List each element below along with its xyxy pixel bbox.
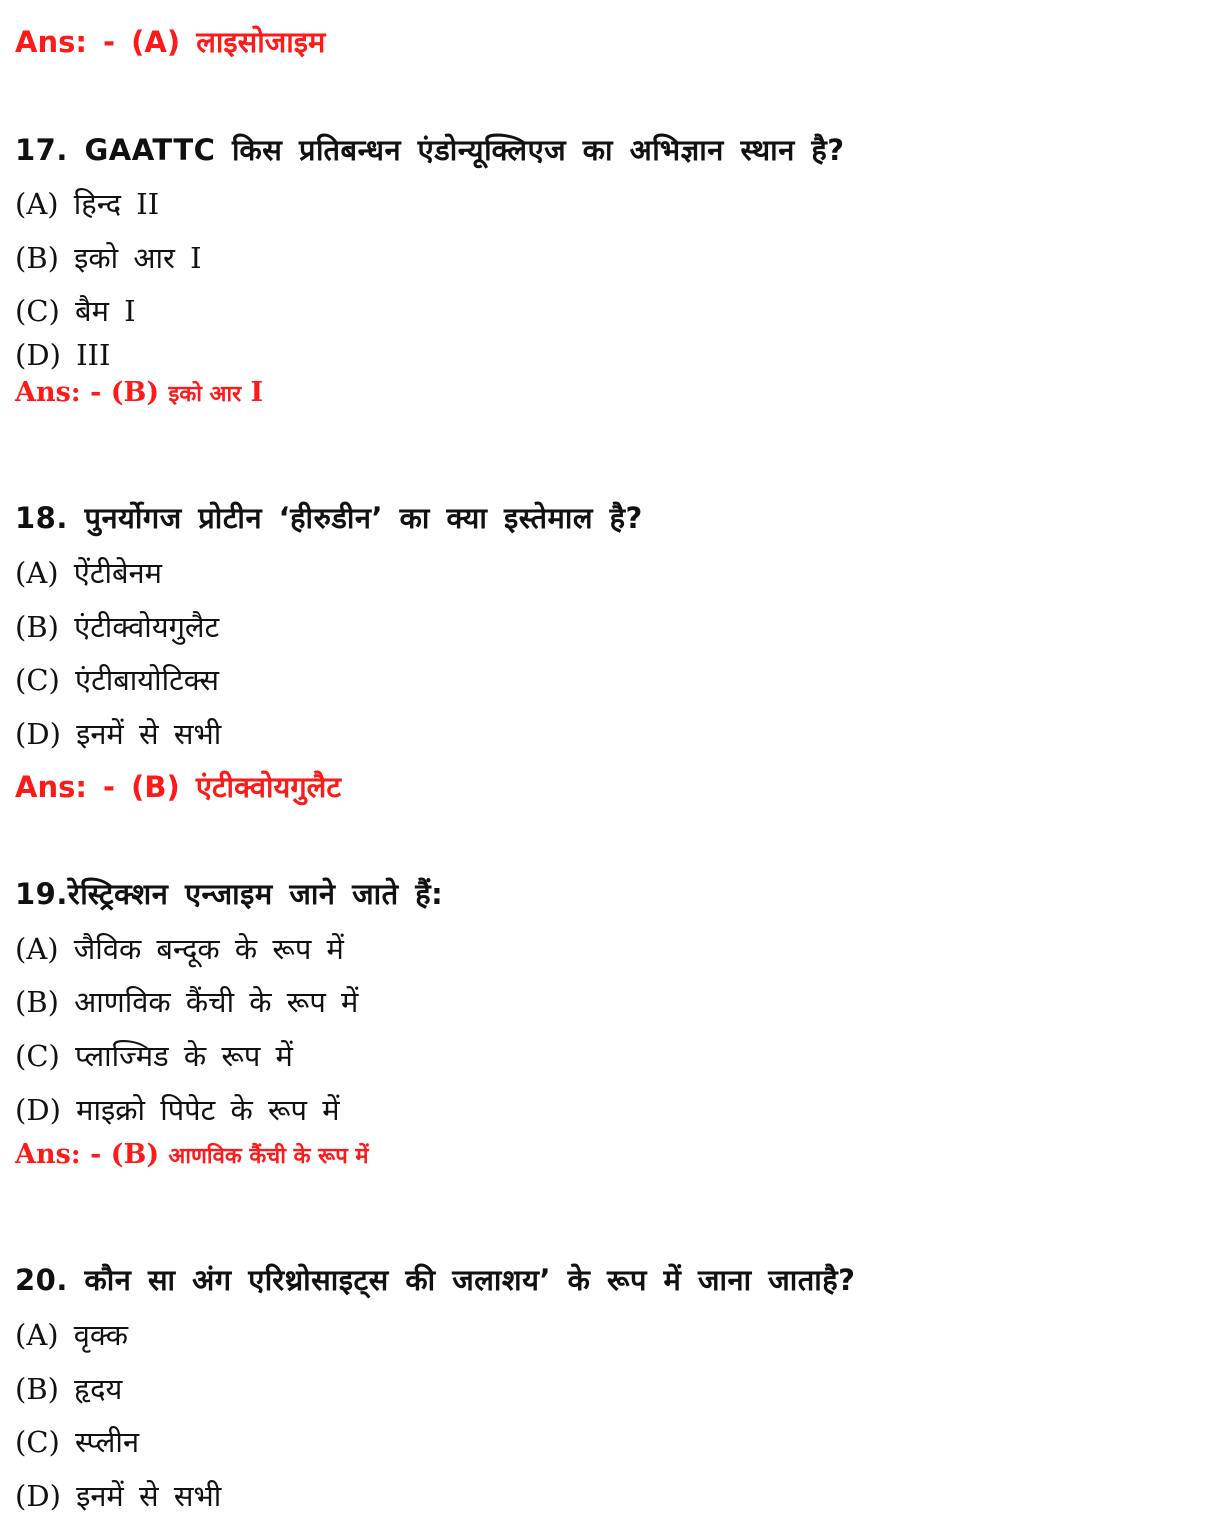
question-17: 17. GAATTC किस प्रतिबन्धन एंडोन्यूक्लिएज का अभिज्ञान स्थान है? [15, 133, 845, 167]
answer-text: आणविक कैंची के रूप में [168, 1144, 369, 1169]
option-17-b: (B) इको आर I [15, 241, 202, 275]
option-20-b: (B) हृदय [15, 1372, 123, 1406]
option-17-d: (D) III [15, 338, 111, 372]
option-17-c: (C) बैम I [15, 294, 136, 328]
answer-suffix: I [250, 377, 264, 408]
option-20-a: (A) वृक्क [15, 1318, 128, 1352]
option-19-d: (D) माइक्रो पिपेट के रूप में [15, 1093, 340, 1127]
answer-19 [15, 1141, 369, 1168]
answer-17 [15, 379, 263, 406]
answer-text: एंटीक्वोयगुलैट [195, 770, 341, 804]
question-18: 18. पुनर्योगज प्रोटीन ‘हीरुडीन’ का क्या इस्तेमाल है? [15, 501, 643, 535]
answer-text: इको आर [168, 382, 242, 407]
answer-18 [15, 770, 341, 804]
question-19: 19.रेस्ट्रिक्शन एन्जाइम जाने जाते हैं: [15, 877, 444, 911]
option-19-a: (A) जैविक बन्दूक के रूप में [15, 932, 344, 966]
option-18-c: (C) एंटीबायोटिक्स [15, 663, 219, 697]
answer-label: Ans: - (B) [15, 1139, 160, 1170]
option-18-a: (A) ऐंटीबेनम [15, 556, 162, 590]
option-19-b: (B) आणविक कैंची के रूप में [15, 985, 359, 1019]
option-20-d: (D) इनमें से सभी [15, 1479, 222, 1513]
question-20: 20. कौन सा अंग एरिथ्रोसाइट्स की जलाशय’ के रूप में जाना जाताहै? [15, 1263, 856, 1297]
answer-16 [15, 25, 326, 59]
answer-label: Ans: - (B) [15, 770, 180, 804]
option-20-c: (C) स्प्लीन [15, 1425, 140, 1459]
answer-label: Ans: - (B) [15, 377, 160, 408]
option-17-a: (A) हिन्द II [15, 187, 160, 221]
answer-label: Ans: - (A) [15, 25, 181, 59]
option-18-b: (B) एंटीक्वोयगुलैट [15, 610, 220, 644]
option-19-c: (C) प्लाज्मिड के रूप में [15, 1039, 293, 1073]
answer-text: लाइसोजाइम [196, 25, 326, 59]
option-18-d: (D) इनमें से सभी [15, 717, 222, 751]
